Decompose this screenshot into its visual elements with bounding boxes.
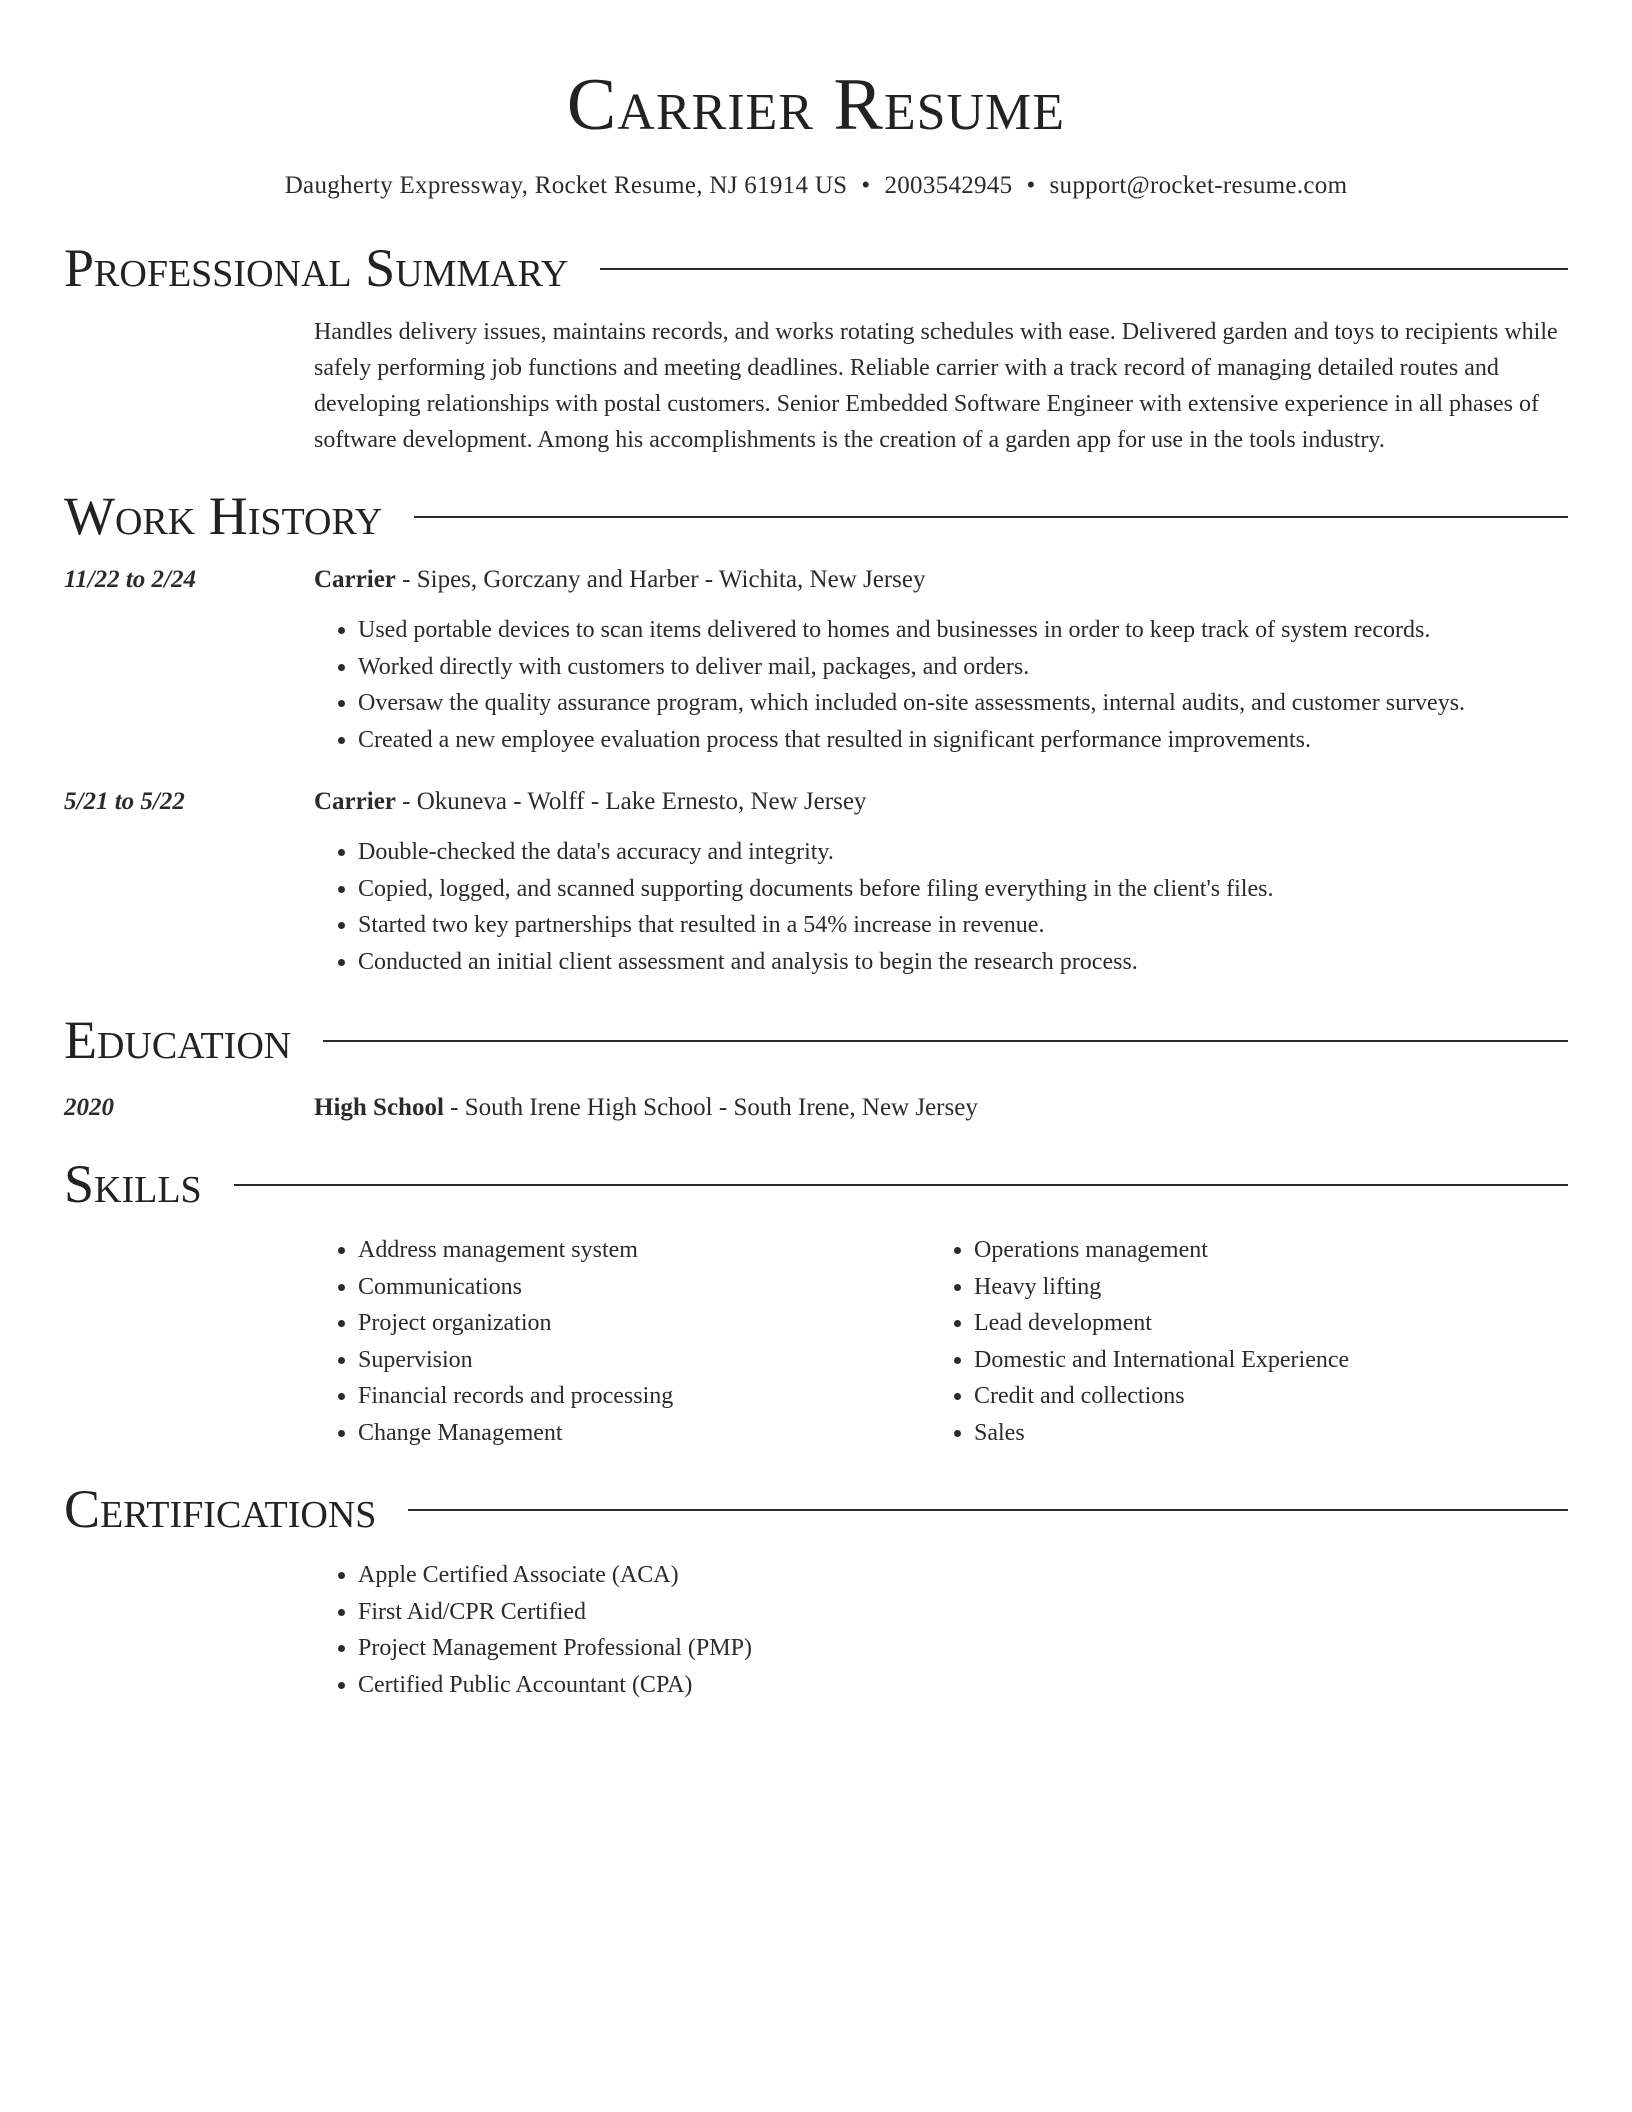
list-item: • Lead development bbox=[974, 1305, 1546, 1342]
list-item: • Conducted an initial client assessment and analysis to begin the research process. bbox=[358, 944, 1568, 981]
contact-separator: • bbox=[1026, 172, 1036, 199]
section-divider bbox=[408, 1509, 1568, 1511]
list-item: • Credit and collections bbox=[974, 1378, 1546, 1415]
job-body bbox=[314, 784, 1568, 980]
skills-list bbox=[64, 1232, 1568, 1451]
list-item: • Apple Certified Associate (ACA) bbox=[358, 1557, 1568, 1594]
list-item: • Used portable devices to scan items delivered to homes and businesses in order to keep track of system records. bbox=[358, 612, 1568, 649]
list-item: • Created a new employee evaluation process that resulted in significant performance improvements. bbox=[358, 722, 1568, 759]
job-bullets bbox=[314, 834, 1568, 980]
summary-heading: Professional Summary bbox=[64, 238, 569, 298]
job-title-line bbox=[314, 784, 1568, 820]
certifications-heading: Certifications bbox=[64, 1479, 377, 1539]
section-divider bbox=[323, 1040, 1568, 1042]
job-title: Carrier bbox=[314, 566, 396, 593]
list-item: • Domestic and International Experience bbox=[974, 1342, 1546, 1379]
skills-column-left bbox=[314, 1232, 930, 1451]
list-item: • Double-checked the data's accuracy and integrity. bbox=[358, 834, 1568, 871]
job-employer: - Okuneva - Wolff - Lake Ernesto, New Jersey bbox=[395, 788, 867, 815]
job-entry bbox=[64, 562, 1568, 758]
list-item: • Financial records and processing bbox=[358, 1378, 930, 1415]
job-bullets bbox=[314, 612, 1568, 758]
list-item: • Heavy lifting bbox=[974, 1269, 1546, 1306]
job-dates: 5/21 to 5/22 bbox=[64, 788, 185, 815]
contact-address: Daugherty Expressway, Rocket Resume, NJ 61914 US bbox=[284, 172, 848, 199]
list-item: • Operations management bbox=[974, 1232, 1546, 1269]
job-entry bbox=[64, 784, 1568, 980]
list-item: • Worked directly with customers to deliver mail, packages, and orders. bbox=[358, 649, 1568, 686]
education-section-header bbox=[64, 1008, 1568, 1072]
education-year: 2020 bbox=[64, 1094, 114, 1121]
job-body bbox=[314, 562, 1568, 758]
contact-phone: 2003542945 bbox=[884, 172, 1013, 199]
section-divider bbox=[414, 516, 1568, 518]
section-divider bbox=[234, 1184, 1568, 1186]
education-heading: Education bbox=[64, 1010, 292, 1070]
certifications-bullets bbox=[314, 1557, 1568, 1703]
education-school: - South Irene High School - South Irene, New Jersey bbox=[443, 1094, 978, 1121]
list-item: • Supervision bbox=[358, 1342, 930, 1379]
skills-bullets-left bbox=[314, 1232, 930, 1451]
job-dates: 11/22 to 2/24 bbox=[64, 566, 196, 593]
list-item: • Address management system bbox=[358, 1232, 930, 1269]
summary-text: Handles delivery issues, maintains records, and works rotating schedules with ease. Delivered garden and toys to recipients while safely performing job functions and meeting deadlines. Reliable carrier with a track record of managing detailed routes and developing relationships with postal customers. Senior Embedded Software Engineer with extensive experience in all phases of software development. Among his accomplishments is the creation of a garden app for use in the tools industry. bbox=[314, 319, 1558, 453]
list-item: • Communications bbox=[358, 1269, 930, 1306]
certifications-section-header bbox=[64, 1477, 1568, 1541]
contact-separator: • bbox=[861, 172, 871, 199]
list-item: • Sales bbox=[974, 1415, 1546, 1452]
job-title-line bbox=[314, 562, 1568, 598]
summary-section-header bbox=[64, 236, 1568, 300]
section-divider bbox=[600, 268, 1568, 270]
list-item: • First Aid/CPR Certified bbox=[358, 1594, 1568, 1631]
education-entry bbox=[64, 1090, 1568, 1126]
work-section-header bbox=[64, 484, 1568, 548]
work-heading: Work History bbox=[64, 486, 383, 546]
contact-email: support@rocket-resume.com bbox=[1049, 172, 1348, 199]
skills-heading: Skills bbox=[64, 1154, 202, 1214]
list-item: • Oversaw the quality assurance program, which included on-site assessments, internal audits, and customer surveys. bbox=[358, 685, 1568, 722]
skills-column-right bbox=[930, 1232, 1546, 1451]
education-degree: High School bbox=[314, 1094, 444, 1121]
job-employer: - Sipes, Gorczany and Harber - Wichita, New Jersey bbox=[395, 566, 926, 593]
education-line bbox=[314, 1090, 1568, 1126]
list-item: • Change Management bbox=[358, 1415, 930, 1452]
skills-section-header bbox=[64, 1152, 1568, 1216]
list-item: • Started two key partnerships that resulted in a 54% increase in revenue. bbox=[358, 907, 1568, 944]
list-item: • Project Management Professional (PMP) bbox=[358, 1630, 1568, 1667]
skills-bullets-right bbox=[930, 1232, 1546, 1451]
certifications-list bbox=[64, 1557, 1568, 1703]
resume-name: Carrier Resume bbox=[566, 64, 1066, 146]
list-item: • Copied, logged, and scanned supporting documents before filing everything in the client's files. bbox=[358, 871, 1568, 908]
job-title: Carrier bbox=[314, 788, 396, 815]
list-item: • Project organization bbox=[358, 1305, 930, 1342]
resume-header bbox=[64, 0, 1568, 202]
list-item: • Certified Public Accountant (CPA) bbox=[358, 1667, 1568, 1704]
contact-line bbox=[64, 170, 1568, 202]
